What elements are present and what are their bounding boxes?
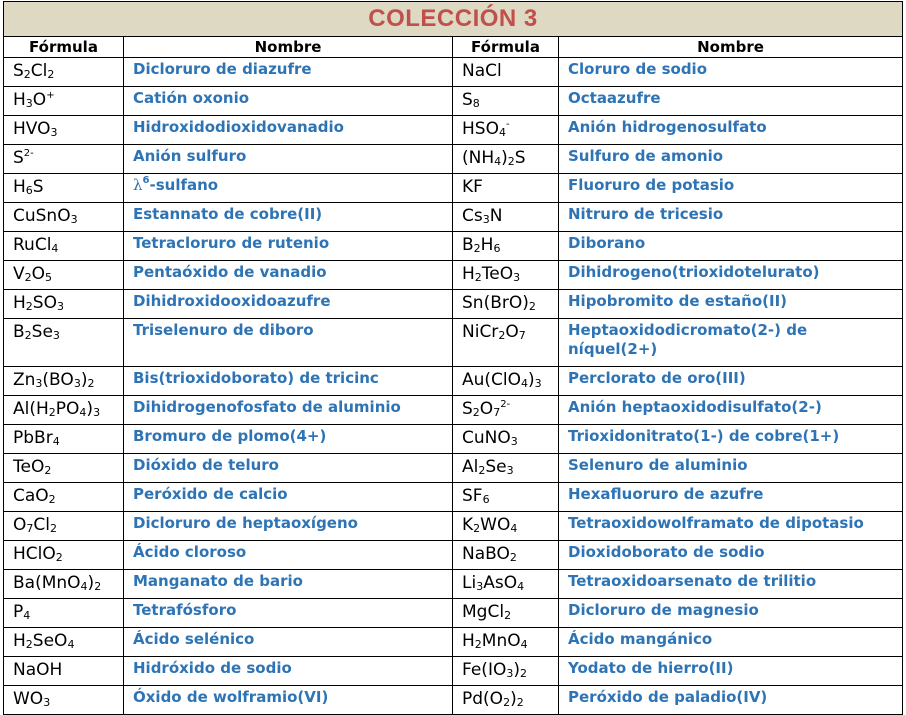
formula-text: SeO [32,631,68,651]
subscript: 2 [504,609,512,622]
subscript: 7 [493,406,501,419]
table-body [4,58,903,715]
subscript: 3 [513,271,521,284]
subscript: 7 [26,522,34,535]
table-row [4,116,903,145]
formula-text: -sulfano [149,176,219,194]
formula-text: PO [55,399,80,419]
formula-cell [4,367,124,396]
subscript: 3 [534,377,542,390]
subscript: 4 [52,435,60,448]
formula-cell [4,396,124,425]
name-cell: Anión sulfuro [124,145,453,174]
formula-text: H [462,631,475,651]
name-cell: Peróxido de calcio [124,483,453,512]
name-cell: Sulfuro de amonio [559,145,903,174]
table-row [4,570,903,599]
subscript: 3 [506,464,514,477]
formula-text: H [480,235,494,255]
formula-text: TeO [13,457,45,477]
formula-text: MnO [481,631,521,651]
formula-cell [453,367,559,396]
formula-text: Zn [13,370,36,390]
formula-text: λ [133,176,143,194]
formula-text: MgCl [462,602,505,622]
formula-text: S [13,148,24,168]
header-nombre-right: Nombre [559,37,903,58]
formula-cell [453,512,559,541]
name-cell: Dioxidoborato de sodio [559,541,903,570]
formula-cell [4,541,124,570]
formula-text: Al(H [13,399,49,419]
name-cell: Peróxido de paladio(IV) [559,686,903,715]
formula-cell [4,145,124,174]
formula-cell [453,541,559,570]
name-cell: Manganato de bario [124,570,453,599]
name-cell: Selenuro de aluminio [559,454,903,483]
name-cell: Óxido de wolframio(VI) [124,686,453,715]
formula-cell [4,599,124,628]
subscript: 4 [510,522,518,535]
formula-cell [453,174,559,203]
name-cell: Heptaoxidodicromato(2-) de níquel(2+) [559,319,903,367]
formula-text: H [13,90,26,110]
subscript: 6 [482,493,490,506]
formula-cell [453,116,559,145]
name-cell: Hidróxido de sodio [124,657,453,686]
formula-cell [453,319,559,367]
formula-text: B [462,235,474,255]
subscript: 2 [23,68,31,81]
subscript: 2 [55,551,63,564]
name-cell: Dihidrogenofosfato de aluminio [124,396,453,425]
subscript: 3 [56,300,64,313]
formula-cell [4,628,124,657]
table-row [4,290,903,319]
name-cell: Tetrafósforo [124,599,453,628]
formula-cell [4,425,124,454]
formula-text: Sn(BrO) [462,293,529,313]
subscript: 4 [494,155,502,168]
table-row [4,512,903,541]
formula-cell [4,58,124,87]
subscript: 3 [43,696,51,709]
subscript: 3 [506,667,514,680]
formula-text: (NH [462,148,495,168]
subscript: 2 [472,406,480,419]
subscript: 3 [73,377,81,390]
formula-cell [453,454,559,483]
formula-text: HSO [462,119,499,139]
formula-cell [4,512,124,541]
name-cell: Dicloruro de diazufre [124,58,453,87]
formula-text: ) [80,370,88,390]
superscript: - [505,119,510,130]
subscript: 2 [25,638,33,651]
name-cell: Nitruro de tricesio [559,203,903,232]
subscript: 2 [528,300,536,313]
formula-text: S [462,90,473,110]
subscript: 3 [35,377,43,390]
name-cell: Anión heptaoxidodisulfato(2-) [559,396,903,425]
compound-table [3,1,903,715]
name-cell [124,174,453,203]
formula-text: CaO [13,486,49,506]
formula-cell [453,203,559,232]
table-row [4,396,903,425]
formula-cell [453,628,559,657]
formula-cell [453,570,559,599]
name-cell: Ácido cloroso [124,541,453,570]
formula-text: CuSnO [13,206,71,226]
formula-text: B [13,322,25,342]
name-cell: Dicloruro de heptaoxígeno [124,512,453,541]
formula-cell [453,425,559,454]
subscript: 2 [94,580,102,593]
formula-text: Au(ClO [462,370,522,390]
formula-cell [453,145,559,174]
subscript: 5 [45,271,53,284]
formula-cell [4,261,124,290]
formula-text: H [462,264,475,284]
name-cell: Yodato de hierro(II) [559,657,903,686]
table-row [4,628,903,657]
formula-text: KF [462,177,483,197]
subscript: 3 [52,329,60,342]
subscript: 3 [70,213,78,226]
subscript: 2 [503,696,511,709]
subscript: 2 [498,329,506,342]
table-row [4,145,903,174]
name-cell: Hexafluoruro de azufre [559,483,903,512]
formula-text: Li [462,573,477,593]
subscript: 2 [24,271,32,284]
subscript: 4 [51,242,59,255]
subscript: 2 [47,68,55,81]
formula-text: Se [31,322,53,342]
name-cell: Cloruro de sodio [559,58,903,87]
formula-text: V [13,264,25,284]
superscript: 2- [500,399,511,410]
formula-text: SF [462,486,483,506]
superscript: + [46,90,55,101]
table-row [4,58,903,87]
subscript: 2 [473,522,481,535]
name-cell: Ácido mangánico [559,628,903,657]
formula-text: S [462,399,473,419]
subscript: 4 [498,126,506,139]
page-title: COLECCIÓN 3 [4,2,903,37]
formula-text: AsO [483,573,518,593]
formula-text: Fe(IO [462,660,507,680]
formula-text: NaOH [13,660,63,680]
formula-text: O [31,264,46,284]
formula-cell [4,203,124,232]
formula-cell [4,570,124,599]
formula-text: O [13,515,27,535]
formula-text: ) [87,573,95,593]
name-cell: Dióxido de teluro [124,454,453,483]
table-row [4,203,903,232]
name-cell: Anión hidrogenosulfato [559,116,903,145]
formula-text: ) [528,370,535,390]
subscript: 3 [476,580,484,593]
formula-cell [453,396,559,425]
formula-cell [453,599,559,628]
formula-cell [453,58,559,87]
subscript: 6 [493,242,501,255]
formula-text: NaCl [462,61,502,81]
header-formula-left: Fórmula [4,37,124,58]
subscript: 4 [80,580,88,593]
formula-text: RuCl [13,235,52,255]
formula-text: TeO [481,264,514,284]
superscript: 6 [142,175,150,186]
formula-cell [4,319,124,367]
formula-text: HClO [13,544,56,564]
subscript: 2 [25,300,33,313]
formula-text: O [479,399,494,419]
formula-text: CuNO [462,428,511,448]
name-cell: Hidroxidodioxidovanadio [124,116,453,145]
formula-text: Al [462,457,479,477]
name-cell: Octaazufre [559,87,903,116]
formula-text: ) [86,399,94,419]
subscript: 2 [473,242,481,255]
formula-cell [453,232,559,261]
formula-cell [453,87,559,116]
formula-text: O [505,322,519,342]
formula-text: H [13,293,26,313]
formula-text: H [13,177,26,197]
name-cell: Bromuro de plomo(4+) [124,425,453,454]
name-cell: Tetracloruro de rutenio [124,232,453,261]
table-row [4,425,903,454]
subscript: 4 [517,580,525,593]
formula-text: ) [510,689,517,709]
formula-cell [4,483,124,512]
subscript: 3 [482,213,490,226]
name-cell: Dihidroxidooxidoazufre [124,290,453,319]
subscript: 4 [520,638,528,651]
formula-text: O [32,90,47,110]
name-cell: Diborano [559,232,903,261]
superscript: 2- [23,148,34,159]
formula-cell [4,454,124,483]
subscript: 3 [50,126,58,139]
name-cell: Dihidrogeno(trioxidotelurato) [559,261,903,290]
table-row [4,599,903,628]
subscript: 3 [93,406,101,419]
subscript: 2 [478,464,486,477]
subscript: 2 [48,493,56,506]
subscript: 7 [518,329,526,342]
formula-text: HVO [13,119,51,139]
subscript: 8 [472,97,480,110]
formula-text: S [13,61,24,81]
subscript: 4 [67,638,75,651]
formula-cell [453,483,559,512]
formula-cell [4,686,124,715]
formula-text: S [514,148,526,168]
formula-cell [4,232,124,261]
name-cell: Trioxidonitrato(1-) de cobre(1+) [559,425,903,454]
formula-cell [4,174,124,203]
name-cell: Perclorato de oro(III) [559,367,903,396]
formula-text: (BO [42,370,74,390]
formula-text: Cs [462,206,483,226]
subscript: 2 [48,406,56,419]
subscript: 2 [507,155,515,168]
formula-text: NaBO [462,544,510,564]
subscript: 2 [509,551,517,564]
name-cell: Tetraoxidowolframato de dipotasio [559,512,903,541]
table-row [4,454,903,483]
formula-text: NiCr [462,322,499,342]
table-row [4,174,903,203]
table-row [4,541,903,570]
name-cell: Ácido selénico [124,628,453,657]
formula-text: Pd(O [462,689,504,709]
formula-text: Se [485,457,507,477]
name-cell: Bis(trioxidoborato) de tricinc [124,367,453,396]
subscript: 2 [24,329,32,342]
formula-text: P [13,602,24,622]
formula-cell [453,290,559,319]
table-row [4,319,903,367]
subscript: 2 [519,667,527,680]
formula-text: S [32,177,44,197]
name-cell: Hipobromito de estaño(II) [559,290,903,319]
table-row [4,261,903,290]
formula-cell [453,657,559,686]
name-cell: Estannato de cobre(II) [124,203,453,232]
subscript: 3 [510,435,518,448]
subscript: 2 [49,522,57,535]
formula-cell [4,116,124,145]
name-cell: Dicloruro de magnesio [559,599,903,628]
formula-cell [453,261,559,290]
subscript: 6 [25,184,33,197]
subscript: 4 [23,609,31,622]
formula-text: WO [480,515,511,535]
name-cell: Triselenuro de diboro [124,319,453,367]
formula-text: ) [501,148,508,168]
name-cell: Catión oxonio [124,87,453,116]
formula-cell [453,686,559,715]
formula-text: WO [13,689,44,709]
formula-text: SO [32,293,57,313]
formula-text: H [13,631,26,651]
subscript: 2 [87,377,95,390]
subscript: 2 [474,638,482,651]
name-cell: Fluoruro de potasio [559,174,903,203]
subscript: 2 [516,696,524,709]
formula-text: K [462,515,474,535]
table-row [4,367,903,396]
formula-text: Cl [33,515,50,535]
header-formula-right: Fórmula [453,37,559,58]
table-row [4,483,903,512]
subscript: 4 [79,406,87,419]
subscript: 2 [474,271,482,284]
subscript: 3 [25,97,33,110]
table-row [4,232,903,261]
table-row [4,657,903,686]
table-row [4,686,903,715]
formula-cell [4,87,124,116]
header-nombre-left: Nombre [124,37,453,58]
formula-cell [4,657,124,686]
name-cell: Tetraoxidoarsenato de trilitio [559,570,903,599]
formula-text: Cl [30,61,48,81]
name-cell: Pentaóxido de vanadio [124,261,453,290]
formula-text: Ba(MnO [13,573,81,593]
subscript: 2 [44,464,52,477]
formula-text: N [489,206,503,226]
formula-text: ) [513,660,520,680]
formula-cell [4,290,124,319]
subscript: 4 [521,377,529,390]
formula-text: PbBr [13,428,53,448]
table-row [4,87,903,116]
